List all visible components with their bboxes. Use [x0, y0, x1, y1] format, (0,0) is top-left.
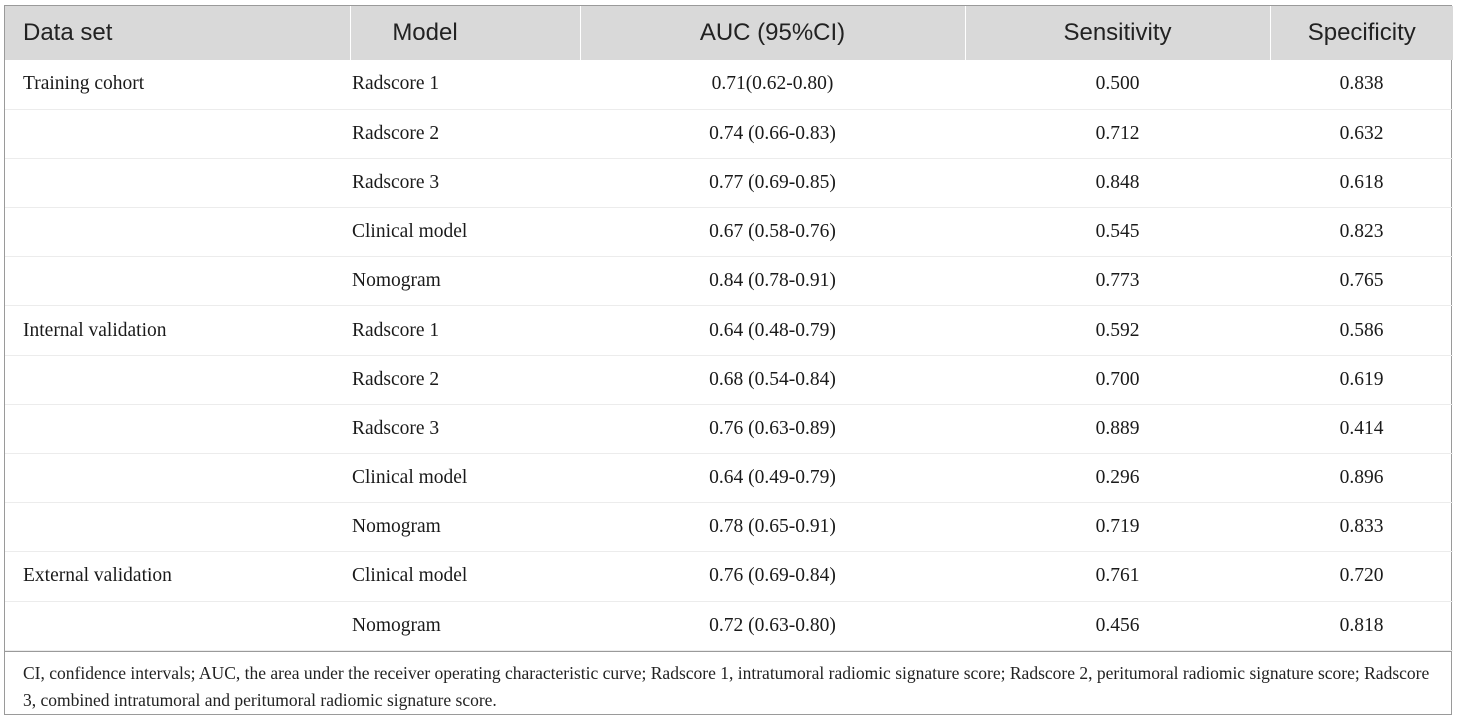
cell-auc: 0.76 (0.69-0.84) [580, 552, 965, 601]
cell-auc: 0.84 (0.78-0.91) [580, 257, 965, 306]
cell-sensitivity: 0.296 [965, 454, 1270, 503]
results-table-frame [4, 5, 1452, 715]
cell-model: Nomogram [350, 503, 580, 552]
cell-specificity: 0.720 [1270, 552, 1453, 601]
header-specificity: Specificity [1307, 19, 1416, 46]
cell-model: Radscore 2 [350, 355, 580, 404]
cell-model: Radscore 3 [350, 404, 580, 453]
cell-specificity: 0.896 [1270, 454, 1453, 503]
cell-data-set [5, 109, 350, 158]
cell-specificity: 0.823 [1270, 208, 1453, 257]
cell-sensitivity: 0.500 [965, 60, 1270, 109]
cell-auc: 0.72 (0.63-0.80) [580, 601, 965, 650]
cell-auc: 0.67 (0.58-0.76) [580, 208, 965, 257]
cell-specificity: 0.632 [1270, 109, 1453, 158]
cell-sensitivity: 0.592 [965, 306, 1270, 355]
cell-sensitivity: 0.761 [965, 552, 1270, 601]
cell-model: Radscore 1 [350, 60, 580, 109]
cell-specificity: 0.414 [1270, 404, 1453, 453]
cell-specificity: 0.818 [1270, 601, 1453, 650]
cell-auc: 0.64 (0.48-0.79) [580, 306, 965, 355]
cell-auc: 0.76 (0.63-0.89) [580, 404, 965, 453]
header-row [5, 6, 1453, 60]
cell-sensitivity: 0.889 [965, 404, 1270, 453]
cell-model: Clinical model [350, 454, 580, 503]
cell-data-set [5, 404, 350, 453]
header-model: Model [350, 6, 580, 60]
cell-data-set [5, 503, 350, 552]
cell-sensitivity: 0.456 [965, 601, 1270, 650]
table-row [5, 158, 1453, 207]
cell-specificity: 0.838 [1270, 60, 1453, 109]
cell-sensitivity: 0.712 [965, 109, 1270, 158]
cell-specificity: 0.833 [1270, 503, 1453, 552]
table-body [5, 60, 1453, 650]
cell-auc: 0.71(0.62-0.80) [580, 60, 965, 109]
cell-model: Radscore 1 [350, 306, 580, 355]
cell-data-set [5, 454, 350, 503]
table-row [5, 109, 1453, 158]
cell-model: Radscore 2 [350, 109, 580, 158]
cell-sensitivity: 0.848 [965, 158, 1270, 207]
cell-data-set: Training cohort [5, 60, 350, 109]
cell-auc: 0.77 (0.69-0.85) [580, 158, 965, 207]
table-row [5, 454, 1453, 503]
header-sensitivity: Sensitivity [965, 6, 1270, 60]
cell-data-set: External validation [5, 552, 350, 601]
header-auc: AUC (95%CI) [580, 6, 965, 60]
cell-auc: 0.64 (0.49-0.79) [580, 454, 965, 503]
cell-sensitivity: 0.545 [965, 208, 1270, 257]
table-row [5, 355, 1453, 404]
cell-specificity: 0.586 [1270, 306, 1453, 355]
cell-data-set [5, 355, 350, 404]
table-row [5, 306, 1453, 355]
cell-sensitivity: 0.719 [965, 503, 1270, 552]
cell-specificity: 0.765 [1270, 257, 1453, 306]
cell-data-set: Internal validation [5, 306, 350, 355]
header-data-set: Data set [5, 6, 350, 60]
cell-sensitivity: 0.700 [965, 355, 1270, 404]
table-row [5, 404, 1453, 453]
cell-auc: 0.78 (0.65-0.91) [580, 503, 965, 552]
table-header [5, 6, 1453, 60]
table-row [5, 208, 1453, 257]
results-table [5, 6, 1453, 651]
cell-data-set [5, 257, 350, 306]
cell-model: Nomogram [350, 257, 580, 306]
cell-data-set [5, 601, 350, 650]
table-footnote: CI, confidence intervals; AUC, the area under the receiver operating characteristic curve; Radscore 1, intratumoral radiomic signature score; Radscore 2, peritumoral radiomic signature score; Radscore 3, combined intratumoral and peritumoral radiomic signature score. [5, 651, 1451, 714]
table-row [5, 257, 1453, 306]
cell-specificity: 0.618 [1270, 158, 1453, 207]
table-row [5, 503, 1453, 552]
cell-model: Clinical model [350, 208, 580, 257]
table-row [5, 601, 1453, 650]
table-row [5, 552, 1453, 601]
cell-auc: 0.74 (0.66-0.83) [580, 109, 965, 158]
cell-sensitivity: 0.773 [965, 257, 1270, 306]
cell-data-set [5, 208, 350, 257]
table-row [5, 60, 1453, 109]
cell-model: Clinical model [350, 552, 580, 601]
cell-specificity: 0.619 [1270, 355, 1453, 404]
cell-model: Nomogram [350, 601, 580, 650]
cell-model: Radscore 3 [350, 158, 580, 207]
cell-auc: 0.68 (0.54-0.84) [580, 355, 965, 404]
cell-data-set [5, 158, 350, 207]
